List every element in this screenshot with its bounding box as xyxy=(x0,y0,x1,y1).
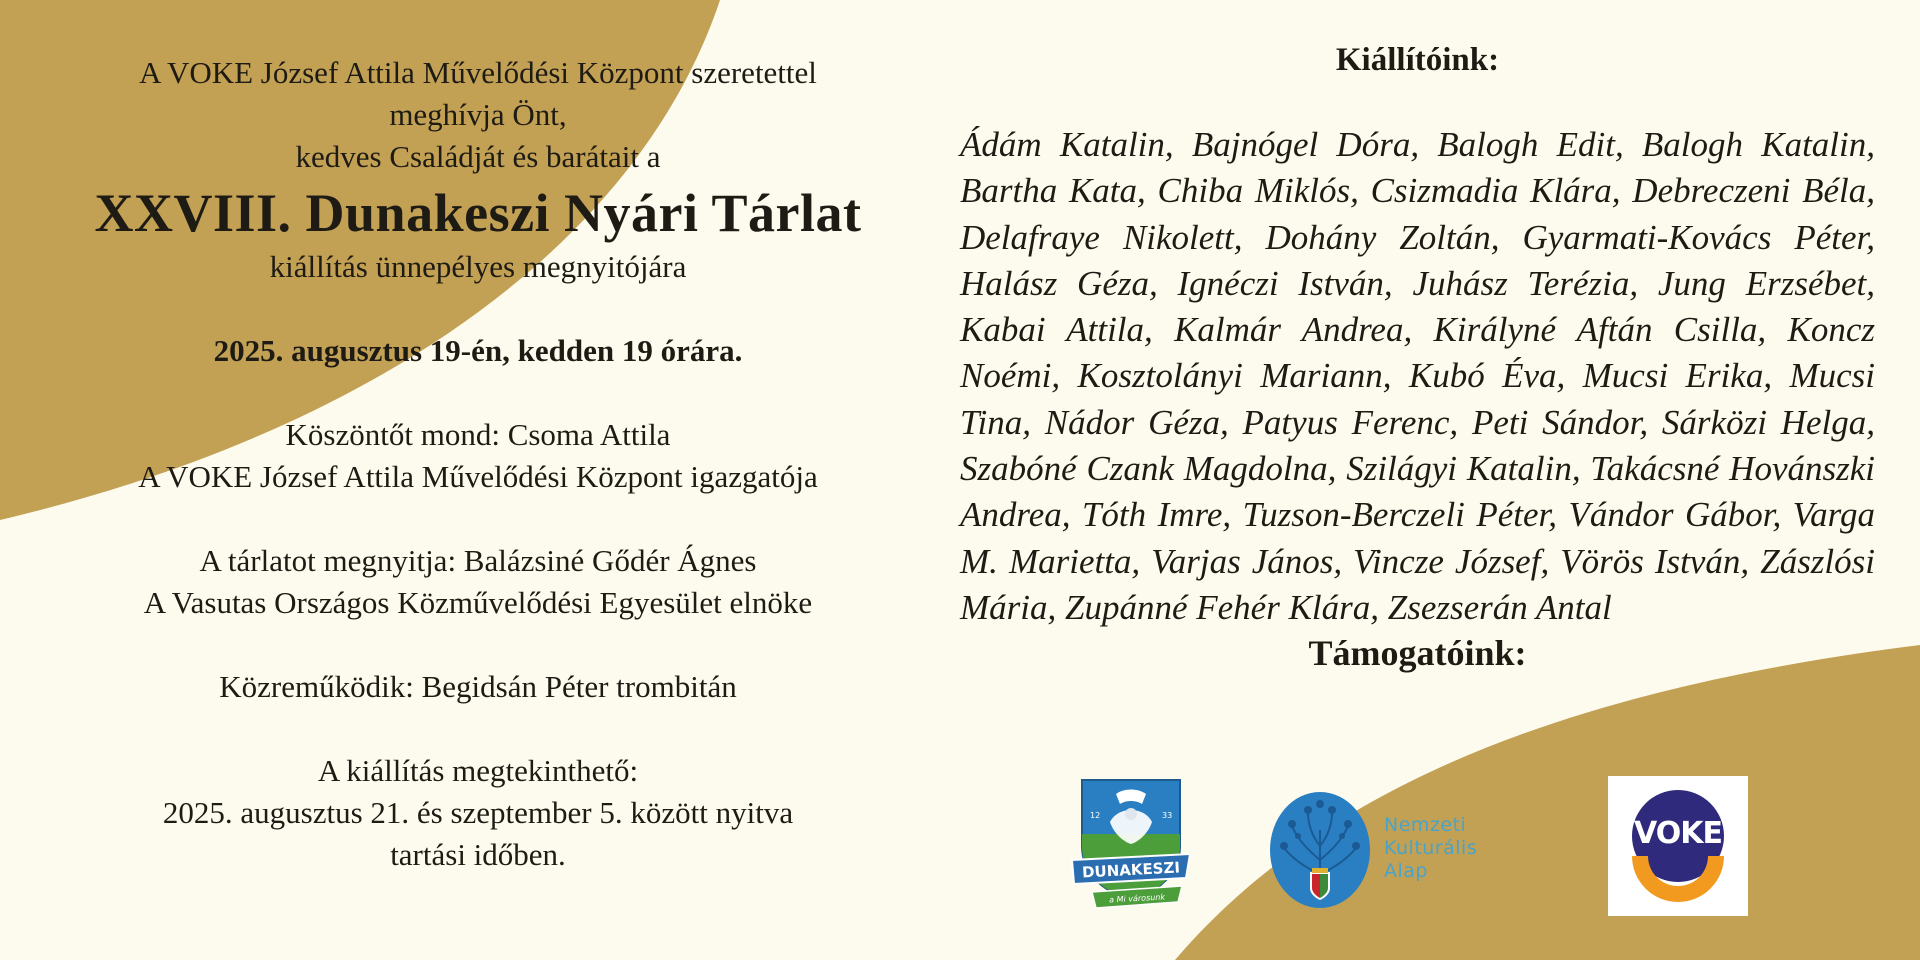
voke-logo xyxy=(1608,776,1748,916)
exhibitors-heading: Kiállítóink: xyxy=(1335,42,1500,78)
invitation-line-3: kedves Családját és barátait a xyxy=(295,139,661,174)
sponsor-logos xyxy=(1070,776,1870,918)
opening-speaker: A tárlatot megnyitja: Balázsiné Gődér Ágnes xyxy=(199,543,757,578)
performer: Közreműködik: Begidsán Péter trombitán xyxy=(219,669,737,704)
greeting-speaker: Köszöntőt mond: Csoma Attila xyxy=(285,417,671,452)
sponsors-heading: Támogatóink: xyxy=(1308,633,1527,674)
crest-year-left: 12 xyxy=(1090,811,1101,820)
nka-wordmark xyxy=(1384,814,1477,883)
invitation-line-1: A VOKE József Attila Művelődési Központ szeretettel xyxy=(139,55,817,90)
nka-line-2: Kulturális xyxy=(1384,837,1478,859)
opening-speaker-role: A Vasutas Országos Közművelődési Egyesület elnöke xyxy=(143,585,813,620)
dunakeszi-crest-icon xyxy=(1070,776,1192,918)
dunakeszi-motto: a Mi városunk xyxy=(1108,892,1166,905)
invitation-text xyxy=(60,52,896,876)
event-date: 2025. augusztus 19-én, kedden 19 órára. xyxy=(213,333,743,368)
invitation-line-2: meghívja Önt, xyxy=(389,97,567,132)
viewing-line-2: 2025. augusztus 21. és szeptember 5. között nyitva xyxy=(162,795,794,830)
nka-line-3: Alap xyxy=(1384,860,1428,882)
event-title: XXVIII. Dunakeszi Nyári Tárlat xyxy=(94,183,862,243)
crest-year-right: 33 xyxy=(1162,811,1173,820)
exhibitors-section xyxy=(960,38,1875,675)
nka-line-1: Nemzeti xyxy=(1384,814,1467,836)
nka-tree-icon xyxy=(1268,790,1372,910)
greeting-speaker-role: A VOKE József Attila Művelődési Központ igazgatója xyxy=(138,459,818,494)
exhibitors-list: Ádám Katalin, Bajnógel Dóra, Balogh Edit, Balogh Katalin, Bartha Kata, Chiba Miklós, Csizmadia Klára, Debreczeni Béla, Delafraye Nikolett, Dohány Zoltán, Gyarmati-Kovács Péter, Halász Géza, Ignéczi István, Juhász Terézia, Jung Erzsébet, Kabai Attila, Kalmár Andrea, Királyné Aftán Csilla, Koncz Noémi, Kosztolányi Mariann, Kubó Éva, Mucsi Erika, Mucsi Tina, Nádor Géza, Patyus Ferenc, Peti Sándor, Sárközi Helga, Szabóné Czank Magdolna, Szilágyi Katalin, Takácsné Hovánszki Andrea, Tóth Imre, Tuzson-Berczeli Péter, Vándor Gábor, Varga M. Marietta, Varjas János, Vincze József, Vörös István, Zászlósi Mária, Zupánné Fehér Klára, Zsezserán Antal xyxy=(960,125,1875,627)
voke-text: VOKE xyxy=(1634,816,1722,851)
viewing-line-1: A kiállítás megtekinthető: xyxy=(317,753,639,788)
dunakeszi-banner: DUNAKESZI xyxy=(1081,858,1181,882)
event-subtitle: kiállítás ünnepélyes megnyitójára xyxy=(269,249,687,284)
nka-logo xyxy=(1268,790,1498,910)
viewing-line-3: tartási időben. xyxy=(390,837,566,872)
